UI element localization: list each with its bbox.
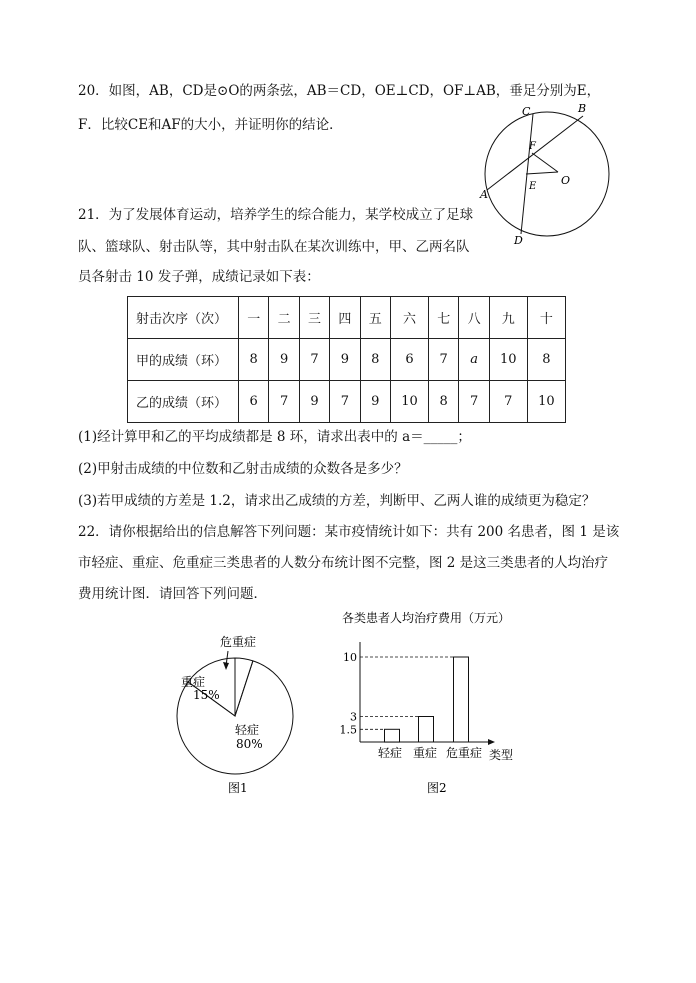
label-d: D (514, 234, 523, 247)
pie-chart (160, 626, 320, 798)
table-cell: 9 (299, 381, 329, 423)
x-axis-label: 类型 (489, 748, 514, 762)
pie-value-mild: 80% (236, 737, 263, 751)
q21-line2: 队、篮球队、射击队等，其中射击队在某次训练中，甲、乙两名队 (78, 239, 470, 255)
x-axis-arrowhead (488, 739, 495, 745)
table-cell: 10 (489, 339, 527, 381)
table-cell: 6 (390, 339, 428, 381)
table-cell: 8 (360, 339, 390, 381)
pie-label-critical: 危重症 (220, 635, 257, 649)
table-cell: 一 (239, 297, 269, 339)
label-c: C (522, 105, 531, 118)
q21-line3: 员各射击 10 发子弹，成绩记录如下表： (78, 269, 320, 285)
table-cell: 9 (360, 381, 390, 423)
table-cell: 九 (489, 297, 527, 339)
q22-line3: 费用统计图．请回答下列问题． (78, 586, 267, 602)
pie-value-severe: 15% (193, 688, 220, 702)
score-table (127, 296, 566, 423)
label-f: F (529, 141, 536, 152)
table-cell: 五 (360, 297, 390, 339)
q22-line1: 22．请你根据给出的信息解答下列问题：某市疫情统计如下：共有 200 名患者，图 1 是该 (78, 524, 620, 540)
bar-轻症 (385, 729, 400, 742)
bar-chart (330, 606, 550, 798)
table-cell: 四 (330, 297, 360, 339)
table-cell: 7 (489, 381, 527, 423)
table-cell: 8 (239, 339, 269, 381)
segment-of (532, 153, 558, 172)
table-cell: 10 (527, 381, 565, 423)
bar-重症 (419, 717, 434, 743)
table-cell: 射击次序（次） (128, 297, 239, 339)
q21-sub2: (2)甲射击成绩的中位数和乙射击成绩的众数各是多少？ (78, 461, 408, 477)
table-cell: 七 (429, 297, 459, 339)
pie-label-severe: 重症 (181, 675, 206, 689)
label-o: O (561, 174, 571, 187)
y-tick-label: 1.5 (339, 723, 357, 737)
table-cell: 7 (459, 381, 489, 423)
x-category-label: 危重症 (446, 746, 483, 760)
q22-line2: 市轻症、重症、危重症三类患者的人数分布统计图不完整，图 2 是这三类患者的人均治疗 (78, 555, 609, 571)
table-cell: 7 (330, 381, 360, 423)
bar-chart-title: 各类患者人均治疗费用（万元） (342, 611, 511, 625)
table-cell: 9 (330, 339, 360, 381)
table-cell: 6 (239, 381, 269, 423)
segment-oe (526, 172, 558, 174)
table-header-row (128, 297, 566, 339)
label-b: B (578, 102, 587, 115)
critical-pointer-arrowhead (223, 662, 229, 670)
circle-o (485, 112, 609, 236)
table-cell: 10 (390, 381, 428, 423)
table-cell: 7 (299, 339, 329, 381)
table-cell: 八 (459, 297, 489, 339)
table-cell: 8 (527, 339, 565, 381)
figure1-caption: 图1 (228, 781, 248, 795)
bar-危重症 (454, 657, 469, 742)
q21-sub3: (3)若甲成绩的方差是 1.2，请求出乙成绩的方差，判断甲、乙两人谁的成绩更为稳定？ (78, 493, 596, 509)
table-cell: a (459, 339, 489, 381)
table-row (128, 339, 566, 381)
table-cell: 三 (299, 297, 329, 339)
table-cell: 9 (269, 339, 299, 381)
table-cell: 二 (269, 297, 299, 339)
table-cell: 甲的成绩（环） (128, 339, 239, 381)
label-a: A (480, 188, 488, 201)
x-category-label: 轻症 (378, 746, 403, 760)
pie-slice-critical (235, 658, 253, 716)
y-tick-label: 10 (343, 651, 357, 664)
q21-sub1: (1)经计算甲和乙的平均成绩都是 8 环，请求出表中的 a＝_____； (78, 429, 471, 445)
table-cell: 7 (269, 381, 299, 423)
circle-figure (478, 100, 618, 252)
q20-line2: F．比较CE和AF的大小，并证明你的结论． (78, 117, 343, 133)
table-cell: 7 (429, 339, 459, 381)
figure2-caption: 图2 (427, 781, 447, 795)
table-cell: 8 (429, 381, 459, 423)
table-cell: 乙的成绩（环） (128, 381, 239, 423)
y-tick-label: 3 (350, 710, 357, 724)
pie-label-mild: 轻症 (235, 723, 260, 737)
q21-line1: 21．为了发展体育运动，培养学生的综合能力，某学校成立了足球 (78, 207, 474, 223)
table-cell: 六 (390, 297, 428, 339)
label-e: E (529, 181, 537, 192)
table-row (128, 381, 566, 423)
q20-line1: 20．如图，AB，CD是⊙O的两条弦，AB＝CD，OE⊥CD，OF⊥AB，垂足分别为E， (78, 83, 601, 99)
table-cell: 十 (527, 297, 565, 339)
x-category-label: 重症 (413, 746, 438, 760)
